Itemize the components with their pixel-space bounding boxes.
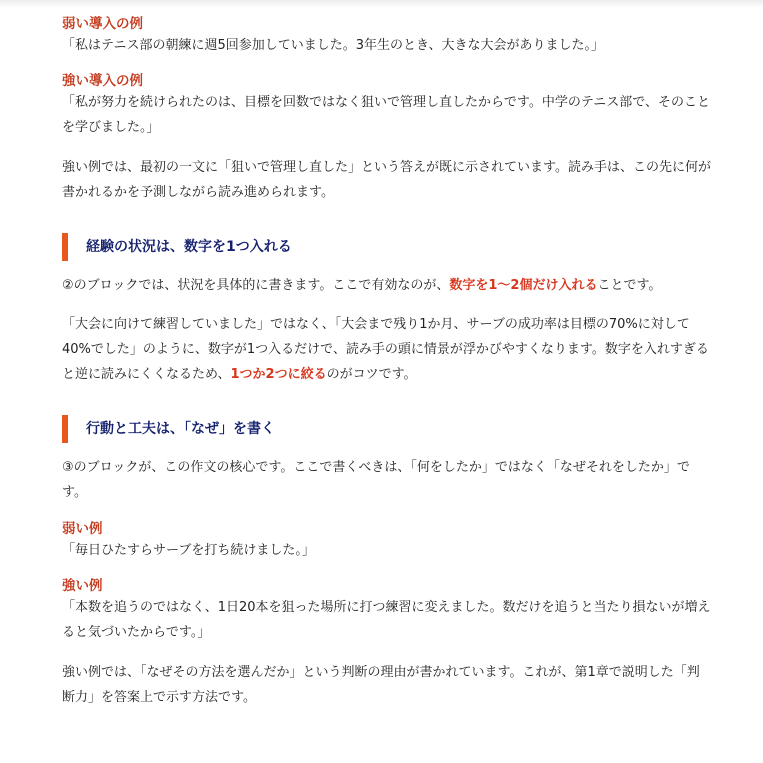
heading-accent-bar — [62, 415, 68, 443]
situation-p1-highlight: 数字を1〜2個だけ入れる — [449, 278, 598, 293]
situation-p1-text-before: ②のブロックでは、状況を具体的に書きます。ここで有効なのが、 — [62, 278, 450, 293]
situation-paragraph-2 — [62, 312, 712, 387]
action-paragraph-1: ③のブロックが、この作文の核心です。ここで書くべきは、「何をしたか」ではなく「なぜそれをしたか」です。 — [62, 460, 690, 500]
situation-heading-text: 経験の状況は、数字を1つ入れる — [86, 239, 292, 255]
action-heading-text: 行動と工夫は、「なぜ」を書く — [86, 421, 275, 437]
strong-example-label: 強い例 — [62, 578, 103, 594]
weak-example-quote: 「毎日ひたすらサーブを打ち続けました。」 — [62, 543, 315, 558]
situation-p2-text-after: のがコツです。 — [326, 367, 417, 382]
situation-p2-text-before: 「大会に向けて練習していました」ではなく、「大会まで残り1か月、サーブの成功率は目標の70%に対して40%でした」のように、数字が1つ入るだけで、読み手の頭に情景が浮かびやすくなります。数字を入れすぎると逆に読みにくくなるため、 — [62, 317, 709, 382]
top-edge-shadow — [0, 0, 763, 8]
situation-heading — [62, 233, 712, 261]
heading-accent-bar — [62, 233, 68, 261]
weak-intro-label: 弱い導入の例 — [62, 16, 143, 32]
weak-example-label: 弱い例 — [62, 521, 103, 537]
situation-p1-text-after: ことです。 — [597, 278, 662, 293]
situation-paragraph-1 — [62, 273, 712, 298]
strong-intro-label: 強い導入の例 — [62, 73, 143, 89]
action-explanation: 強い例では、「なぜその方法を選んだか」という判断の理由が書かれています。これが、第1章で説明した「判断力」を答案上で示す方法です。 — [62, 665, 700, 705]
action-heading — [62, 415, 712, 443]
intro-explanation: 強い例では、最初の一文に「狙いで管理し直した」という答えが既に示されています。読み手は、この先に何が書かれるかを予測しながら読み進められます。 — [62, 160, 711, 200]
weak-intro-quote: 「私はテニス部の朝練に週5回参加していました。3年生のとき、大きな大会がありました。」 — [62, 38, 605, 53]
strong-intro-quote: 「私が努力を続けられたのは、目標を回数ではなく狙いで管理し直したからです。中学のテニス部で、そのことを学びました。」 — [62, 95, 711, 135]
situation-p2-highlight: 1つか2つに絞る — [230, 367, 327, 382]
article-body — [62, 14, 712, 724]
strong-example-quote: 「本数を追うのではなく、1日20本を狙った場所に打つ練習に変えました。数だけを追うと当たり損ないが増えると気づいたからです。」 — [62, 600, 711, 640]
